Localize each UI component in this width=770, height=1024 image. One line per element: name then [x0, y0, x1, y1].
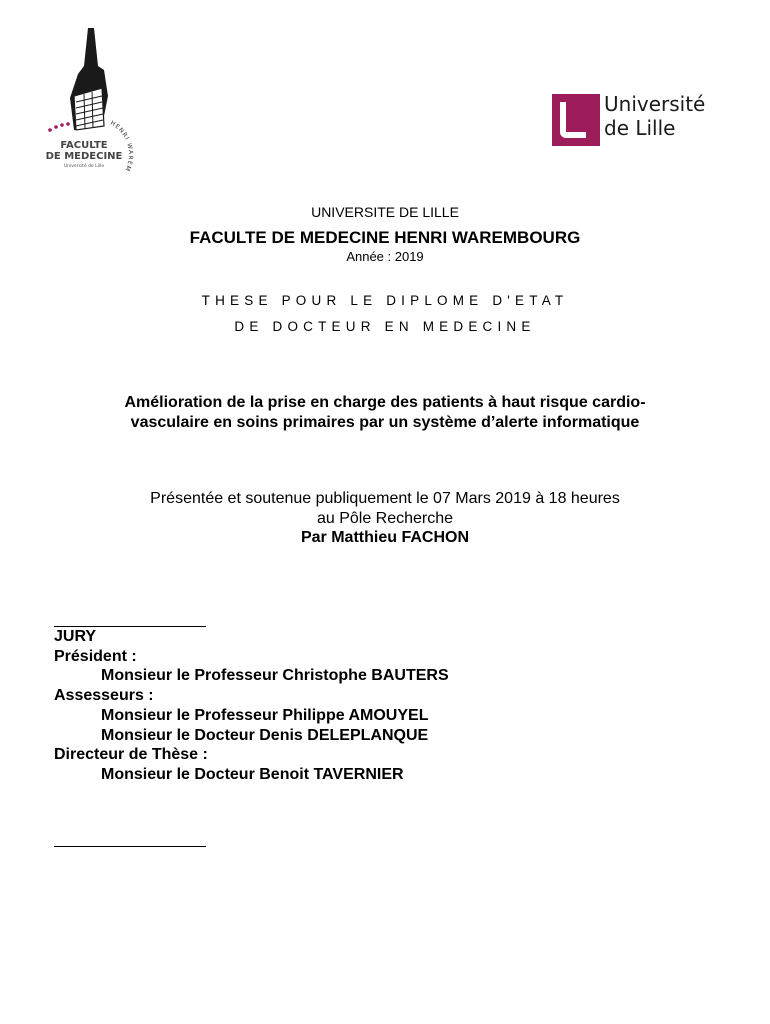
university-name: UNIVERSITE DE LILLE — [311, 204, 459, 220]
universite-lille-mark-icon — [552, 94, 600, 146]
thesis-type-line2: DE DOCTEUR EN MEDECINE — [234, 319, 536, 334]
presentation-location: au Pôle Recherche — [316, 510, 454, 527]
thesis-type-line1: THESE POUR LE DIPLOME D'ETAT — [201, 293, 569, 308]
jury-heading: JURY — [54, 628, 97, 645]
director-name: Monsieur le Docteur Benoit TAVERNIER — [101, 765, 404, 783]
presentation-date: Présentée et soutenue publiquement le 07 Mars 2019 à 18 heures — [150, 490, 620, 507]
faculte-medecine-logo — [44, 26, 140, 176]
assessor-name: Monsieur le Professeur Philippe AMOUYEL — [101, 706, 429, 724]
arc-text: HENRI WAREM — [108, 119, 134, 173]
thesis-title-line2: vasculaire en soins primaires par un système d’alerte informatique — [130, 414, 640, 431]
faculte-logo-sub: Université de Lille — [63, 164, 105, 169]
thesis-author: Par Matthieu FACHON — [300, 529, 469, 546]
president-name: Monsieur le Professeur Christophe BAUTERS — [101, 667, 449, 685]
universite-lille-logo — [552, 92, 722, 148]
jury-section — [54, 627, 449, 785]
faculty-name: FACULTE DE MEDECINE HENRI WAREMBOURG — [189, 228, 581, 247]
assessors-label: Assesseurs : — [54, 687, 154, 705]
universite-lille-line2: de Lille — [604, 116, 676, 140]
faculte-logo-line2: DE MEDECINE — [45, 151, 123, 162]
faculte-building-icon — [44, 26, 140, 176]
universite-lille-line1: Université — [604, 92, 706, 116]
thesis-title-line1: Amélioration de la prise en charge des patients à haut risque cardio- — [124, 394, 646, 411]
assessor-name: Monsieur le Docteur Denis DELEPLANQUE — [101, 726, 429, 744]
academic-year: Année : 2019 — [346, 249, 424, 264]
director-label: Directeur de Thèse : — [54, 746, 208, 764]
universite-lille-wordmark — [604, 92, 705, 140]
divider-bottom — [54, 846, 206, 847]
president-label: Président : — [54, 647, 137, 665]
thesis-title — [0, 393, 770, 433]
faculte-logo-line1: FACULTE — [60, 140, 108, 151]
